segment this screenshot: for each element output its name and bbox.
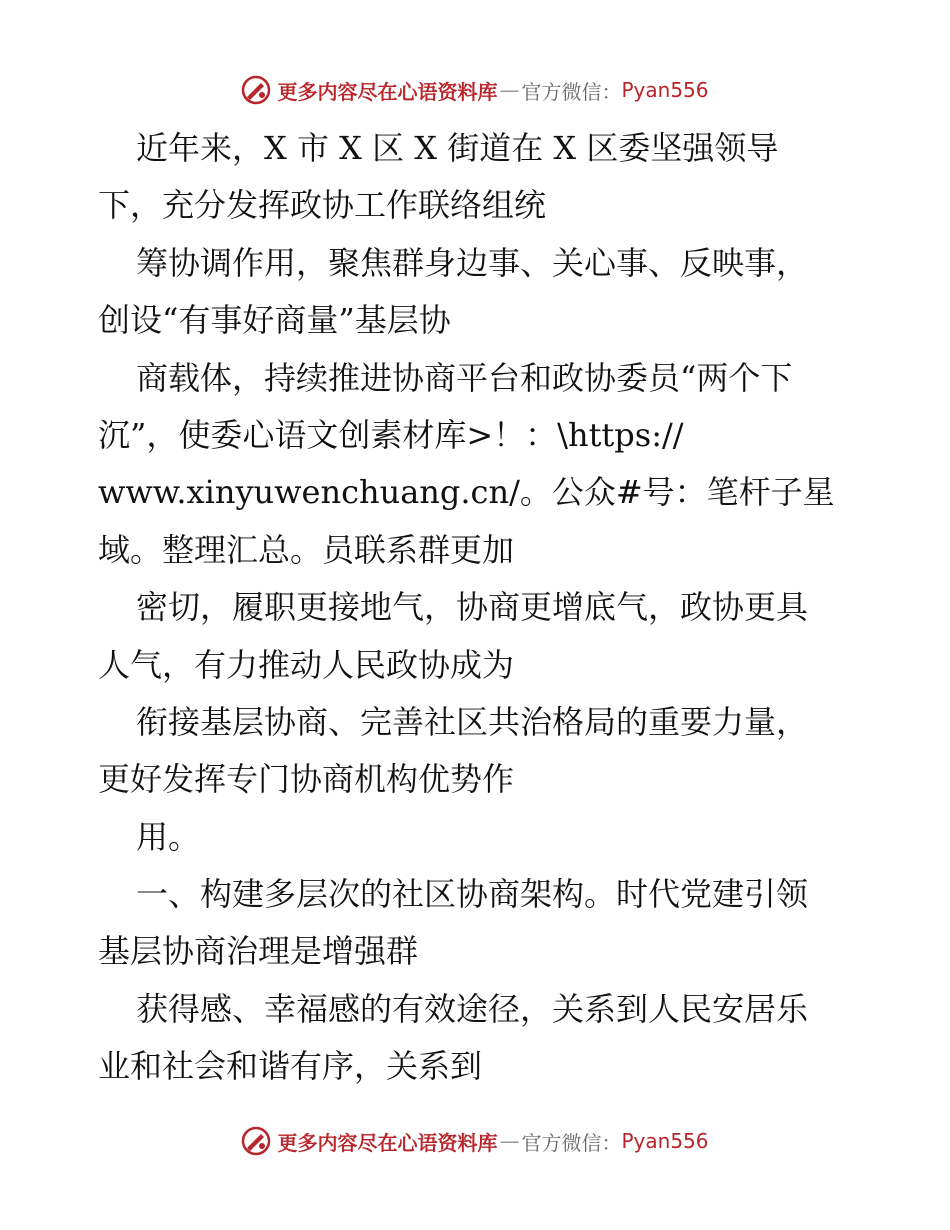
body-line: 下，充分发挥政协工作联络组统: [98, 186, 547, 225]
document-body: [98, 120, 858, 1096]
brand-logo-icon: [241, 75, 271, 105]
body-line: 获得感、幸福感的有效途径，关系到人民安居乐: [136, 989, 809, 1028]
body-line: 近年来，X 市 X 区 X 街道在 X 区委坚强领导: [136, 129, 779, 167]
banner-title: 更多内容尽在心语资料库: [277, 1130, 498, 1155]
body-line: 更好发挥专门协商机构优势作: [98, 760, 515, 799]
brand-logo-icon: [241, 1126, 271, 1156]
banner-dash: —: [499, 78, 520, 102]
body-line: 用。: [136, 817, 201, 856]
footer-banner: [0, 1121, 950, 1161]
body-line: 一、构建多层次的社区协商架构。时代党建引领: [136, 875, 809, 914]
banner-label: 官方微信：: [521, 79, 622, 104]
banner-title: 更多内容尽在心语资料库: [277, 79, 498, 104]
body-line: 商载体，持续推进协商平台和政协委员“两个下: [136, 358, 793, 397]
body-line: 创设“有事好商量”基层协: [98, 301, 451, 340]
body-line: 域。整理汇总。员联系群更加: [98, 530, 515, 569]
body-line: 密切，履职更接地气，协商更增底气，政协更具: [136, 588, 809, 627]
body-line: 业和社会和谐有序，关系到: [98, 1047, 483, 1086]
body-line: 沉”，使委心语文创素材库>！：\https://: [98, 415, 684, 454]
header-banner: [0, 70, 950, 110]
body-line: www.xinyuwenchuang.cn/。公众#号：笔杆子星: [98, 473, 835, 512]
banner-label: 官方微信：: [521, 1130, 622, 1155]
banner-wechat-id: Pyan556: [621, 1129, 709, 1153]
body-line: 衔接基层协商、完善社区共治格局的重要力量，: [136, 702, 809, 741]
body-line: 基层协商治理是增强群: [98, 932, 419, 971]
body-line: 筹协调作用，聚焦群身边事、关心事、反映事，: [136, 243, 809, 282]
body-line: 人气，有力推动人民政协成为: [98, 645, 515, 684]
banner-dash: —: [499, 1129, 520, 1153]
banner-wechat-id: Pyan556: [621, 78, 709, 102]
